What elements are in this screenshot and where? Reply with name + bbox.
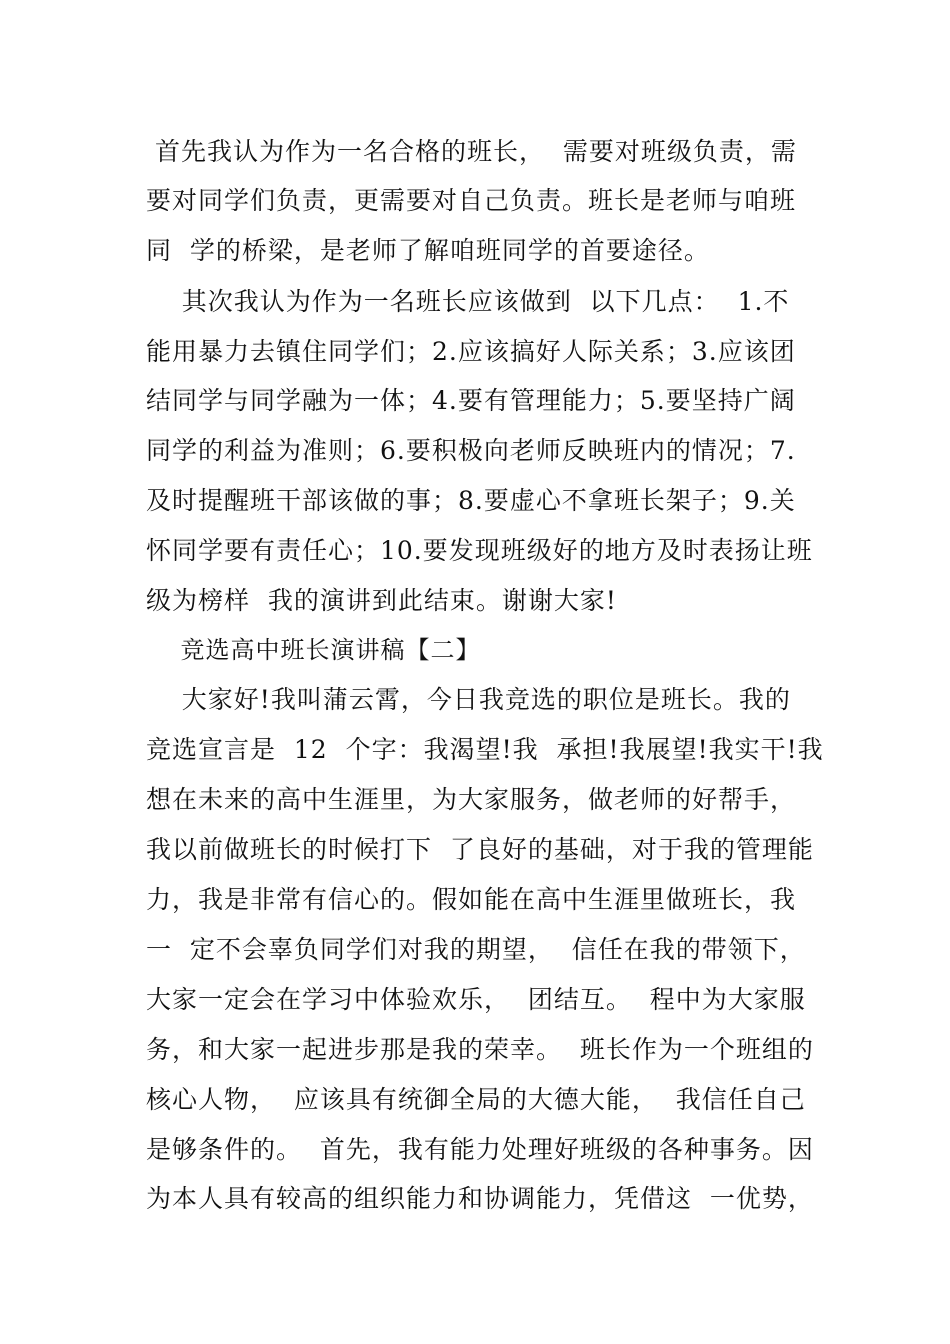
paragraph-line: 为本人具有较高的组织能力和协调能力，凭借这 一优势，: [146, 1184, 814, 1213]
paragraph-line: 能用暴力去镇住同学们；2.应该搞好人际关系；3.应该团: [146, 337, 796, 366]
paragraph-line: 首先我认为作为一名合格的班长， 需要对班级负责，需: [146, 137, 797, 166]
paragraph-line: 结同学与同学融为一体；4.要有管理能力；5.要坚持广阔: [146, 386, 796, 415]
paragraph-line: 是够条件的。 首先，我有能力处理好班级的各种事务。因: [146, 1135, 814, 1164]
paragraph-line: 及时提醒班干部该做的事；8.要虚心不拿班长架子；9.关: [146, 486, 796, 515]
section-heading: 竞选高中班长演讲稿【二】: [146, 636, 481, 664]
paragraph-line: 想在未来的高中生涯里，为大家服务，做老师的好帮手，: [146, 785, 797, 814]
paragraph-line: 竞选宣言是 12 个字：我渴望!我 承担!我展望!我实干!我: [146, 735, 824, 764]
paragraph-line: 级为榜样 我的演讲到此结束。谢谢大家!: [146, 586, 617, 615]
paragraph-line: 同 学的桥梁，是老师了解咱班同学的首要途径。: [146, 236, 710, 265]
paragraph-line: 要对同学们负责，更需要对自己负责。班长是老师与咱班: [146, 186, 797, 215]
paragraph-line: 同学的利益为准则；6.要积极向老师反映班内的情况；7.: [146, 436, 796, 465]
paragraph-line: 其次我认为作为一名班长应该做到 以下几点： 1.不: [146, 287, 790, 316]
paragraph-line: 我以前做班长的时候打下 了良好的基础，对于我的管理能: [146, 835, 814, 864]
paragraph-line: 一 定不会辜负同学们对我的期望， 信任在我的带领下，: [146, 935, 806, 964]
paragraph-line: 大家好!我叫蒲云霄，今日我竞选的职位是班长。我的: [146, 685, 791, 714]
paragraph-line: 力，我是非常有信心的。假如能在高中生涯里做班长，我: [146, 885, 797, 914]
paragraph-line: 核心人物， 应该具有统御全局的大德大能， 我信任自己: [146, 1085, 806, 1114]
paragraph-line: 务，和大家一起进步那是我的荣幸。 班长作为一个班组的: [146, 1035, 814, 1064]
paragraph-line: 大家一定会在学习中体验欢乐， 团结互。 程中为大家服: [146, 985, 806, 1014]
paragraph-line: 怀同学要有责任心；10.要发现班级好的地方及时表扬让班: [146, 536, 813, 565]
